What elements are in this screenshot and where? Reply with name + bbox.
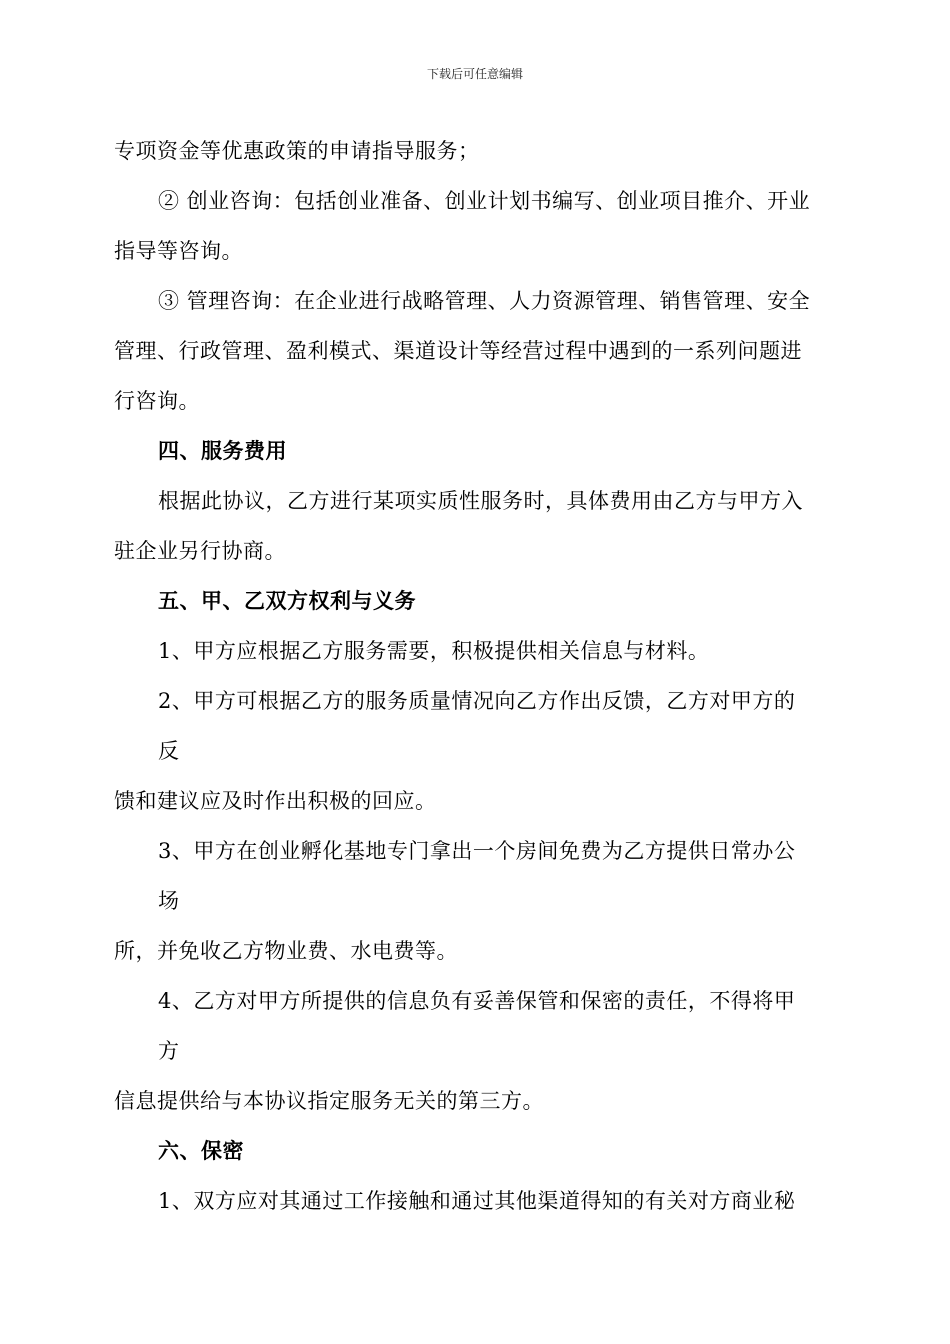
section-heading: 四、服务费用 [158, 439, 287, 463]
paragraph-line: 场 [158, 889, 180, 913]
paragraph-line: 馈和建议应及时作出积极的回应。 [114, 789, 437, 813]
paragraph-line: 3、甲方在创业孵化基地专门拿出一个房间免费为乙方提供日常办公 [158, 839, 796, 863]
paragraph-line: ② 创业咨询：包括创业准备、创业计划书编写、创业项目推介、开业 [158, 189, 811, 213]
paragraph-line: 4、乙方对甲方所提供的信息负有妥善保管和保密的责任，不得将甲 [158, 989, 796, 1013]
paragraph-line: 2、甲方可根据乙方的服务质量情况向乙方作出反馈，乙方对甲方的 [158, 689, 796, 713]
paragraph-line: 1、双方应对其通过工作接触和通过其他渠道得知的有关对方商业秘 [158, 1189, 796, 1213]
section-heading: 五、甲、乙双方权利与义务 [158, 589, 416, 613]
paragraph-line: 专项资金等优惠政策的申请指导服务； [114, 139, 480, 163]
paragraph-line: 驻企业另行协商。 [114, 539, 286, 563]
paragraph-line: 行咨询。 [114, 389, 200, 413]
paragraph-line: 根据此协议，乙方进行某项实质性服务时，具体费用由乙方与甲方入 [158, 489, 803, 513]
paragraph-line: 1、甲方应根据乙方服务需要，积极提供相关信息与材料。 [158, 639, 710, 663]
page-header: 下载后可任意编辑 [426, 67, 523, 81]
paragraph-line: 管理、行政管理、盈利模式、渠道设计等经营过程中遇到的一系列问题进 [114, 339, 802, 363]
paragraph-line: 方 [158, 1039, 180, 1063]
paragraph-line: 信息提供给与本协议指定服务无关的第三方。 [114, 1089, 544, 1113]
paragraph-line: 所，并免收乙方物业费、水电费等。 [114, 939, 458, 963]
paragraph-line: ③ 管理咨询：在企业进行战略管理、人力资源管理、销售管理、安全 [158, 289, 811, 313]
section-heading: 六、保密 [158, 1139, 244, 1163]
paragraph-line: 指导等咨询。 [114, 239, 243, 263]
paragraph-line: 反 [158, 739, 180, 763]
